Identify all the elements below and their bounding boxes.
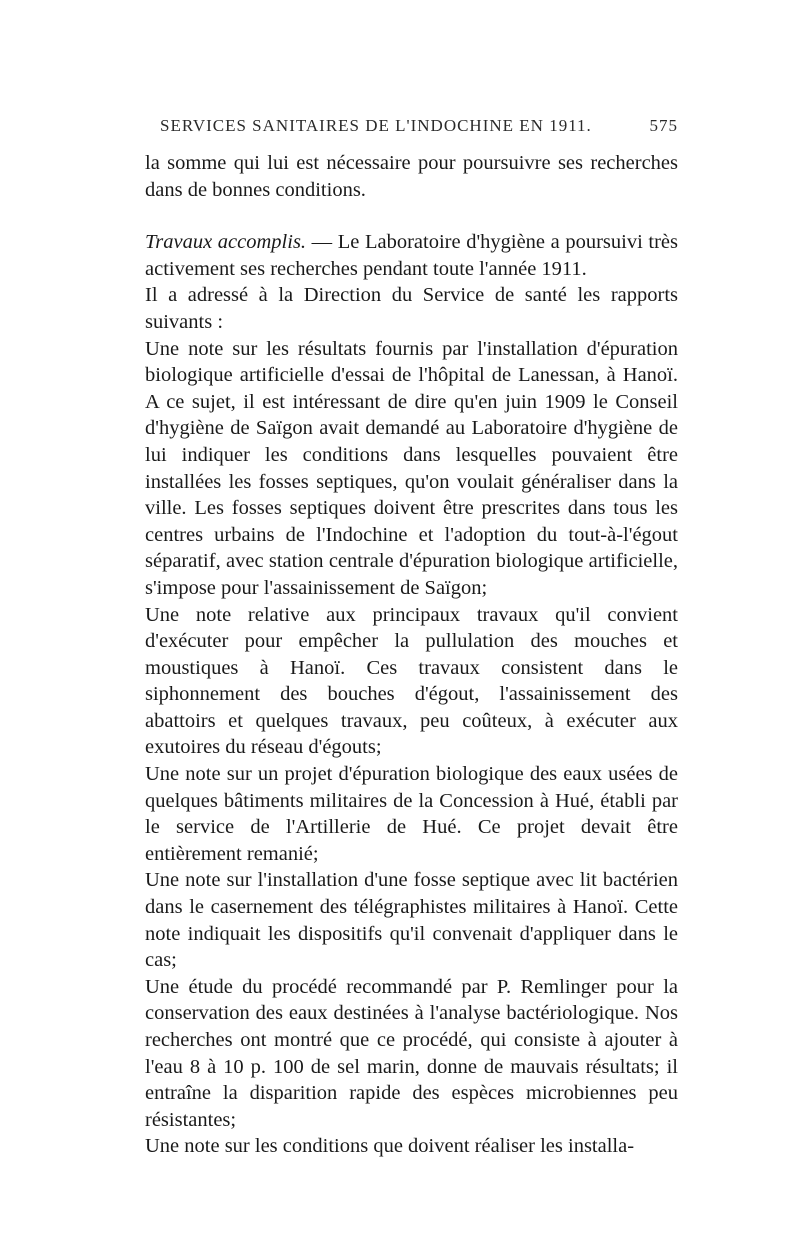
page-number: 575 xyxy=(649,116,678,135)
paragraph: Une note sur les résultats fournis par l'installation d'épuration biologique artificielle d'essai de l'hôpital de Lanessan, à Hanoï. A ce sujet, il est intéressant de dire qu'en juin 1909 le Conseil d'hygiène de Saïgon avait demandé au Laboratoire d'hygiène de lui indiquer les conditions dans lesquelles pouvaient être installées les fosses septiques, qu'on voulait généraliser dans la ville. Les fosses septiques doivent être prescrites dans tous les centres urbains de l'Indochine et l'adoption du tout-à-l'égout séparatif, avec station centrale d'épuration biologique artificielle, s'impose pour l'assainissement de Saïgon; xyxy=(145,337,678,599)
paragraph: Une note relative aux principaux travaux qu'il convient d'exécuter pour empêcher la pullulation des mouches et moustiques à Hanoï. Ces travaux consistent dans le siphonnement des bouches d'égout, l'assainissement des abattoirs et quelques travaux, peu coûteux, à exécuter aux exutoires du réseau d'égouts; xyxy=(145,603,678,759)
body-text xyxy=(145,150,678,1160)
running-head-title: SERVICES SANITAIRES DE L'INDOCHINE EN 1911. xyxy=(160,116,592,135)
paragraph-continuation: la somme qui lui est nécessaire pour poursuivre ses recherches dans de bonnes conditions. xyxy=(145,152,678,201)
paragraph: Il a adressé à la Direction du Service de santé les rapports suivants : xyxy=(145,284,678,333)
paragraph-travaux-accomplis xyxy=(145,229,678,282)
paragraph: Une étude du procédé recommandé par P. Remlinger pour la conservation des eaux destinées à l'analyse bactériologique. Nos recherches ont montré que ce procédé, qui consiste à ajouter à l'eau 8 à 10 p. 100 de sel marin, donne de mauvais résultats; il entraîne la disparition rapide des espèces microbiennes peu résistantes; xyxy=(145,975,678,1131)
paragraph: Une note sur les conditions que doivent réaliser les installa- xyxy=(145,1135,635,1158)
paragraph: Une note sur un projet d'épuration biologique des eaux usées de quelques bâtiments militaires de la Concession à Hué, établi par le service de l'Artillerie de Hué. Ce projet devait être entièrement remanié; xyxy=(145,763,678,865)
running-head xyxy=(145,116,678,142)
section-heading: Travaux accomplis. xyxy=(145,231,307,254)
paragraph: Une note sur l'installation d'une fosse septique avec lit bactérien dans le casernement des télégraphistes militaires à Hanoï. Cette note indiquait les dispositifs qu'il convenait d'appliquer dans le cas; xyxy=(145,869,678,972)
paragraph-text: — Le Laboratoire d'hygiène a poursuivi très activement ses recherches pendant toute l'année 1911. xyxy=(145,231,678,280)
